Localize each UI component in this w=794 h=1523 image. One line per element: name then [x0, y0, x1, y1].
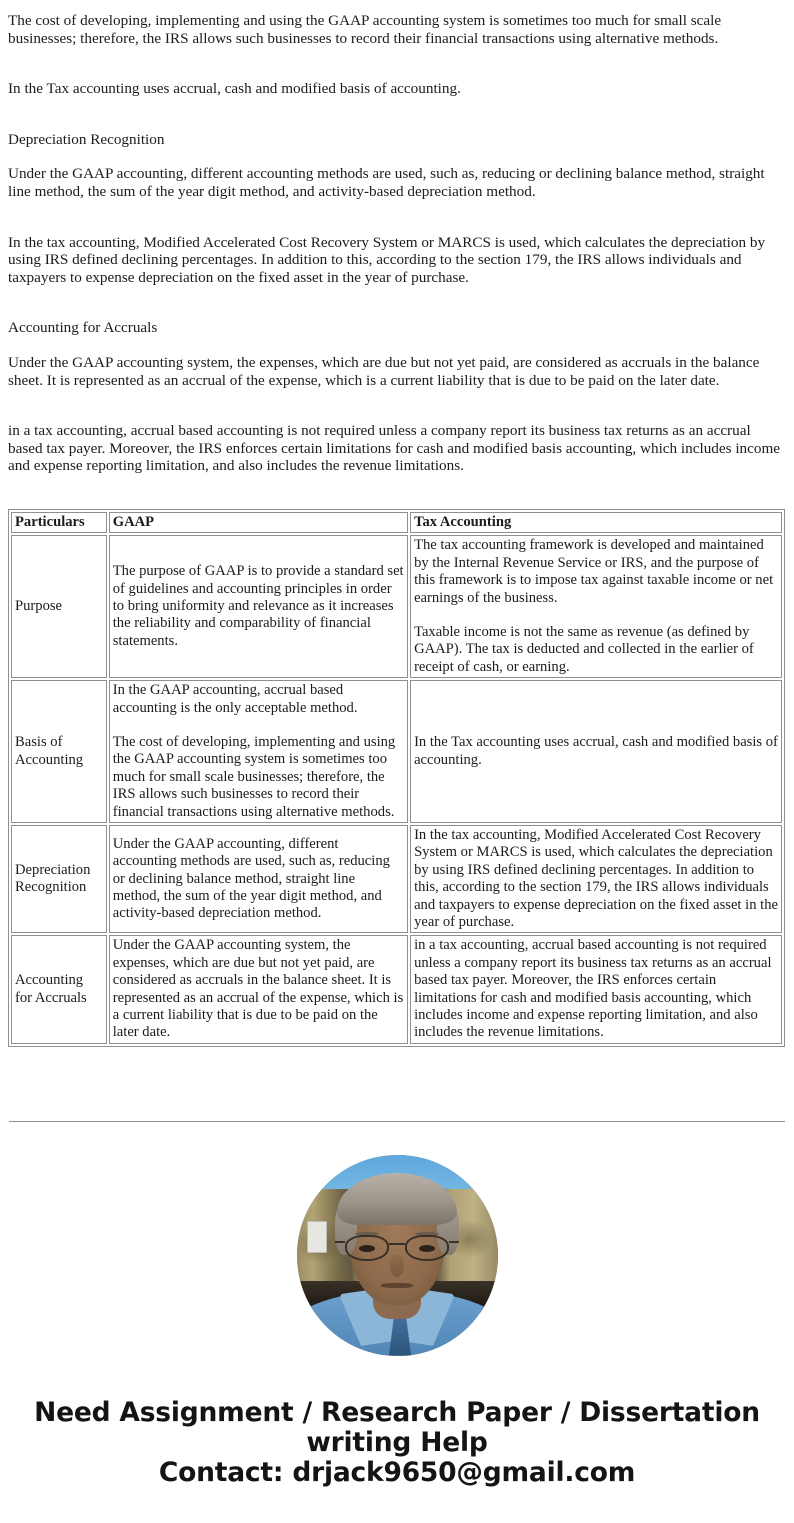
- cta-line-2: writing Help: [306, 1427, 488, 1458]
- paragraph-depreciation-gaap: Under the GAAP accounting, different accounting methods are used, such as, reducing or declining balance method, straight line method, the sum of the year digit method, and activity-based depreciation method.: [8, 165, 765, 200]
- glasses-temple-left: [335, 1241, 344, 1243]
- cell-gaap: [109, 680, 408, 823]
- table-header-row: [11, 512, 782, 533]
- cell-text: Under the GAAP accounting system, the expenses, which are due but not yet paid, are considered as accruals in the balance sheet. It is represented as an accrual of the expense, which is a current liability that is due to be paid on the later date.: [112, 937, 404, 1041]
- glasses-bridge: [389, 1243, 406, 1245]
- document-prose: [0, 12, 794, 475]
- paragraph-gap: [8, 98, 786, 131]
- cell-text: Under the GAAP accounting, different accounting methods are used, such as, reducing or declining balance method, straight line method, the sum of the year digit method, and activity-based depreciation method.: [112, 835, 390, 922]
- avatar-eye-right: [419, 1245, 435, 1252]
- column-header-particulars: Particulars: [11, 512, 107, 533]
- cell-text: in a tax accounting, accrual based accounting is not required unless a company report its business tax returns as an accrual based tax payer. Moreover, the IRS enforces certain limitations for cash and modified basis accounting, which includes income and expense reporting limitation, and also includes the revenue limitations.: [414, 937, 772, 1041]
- gaap-vs-tax-accounting-table: [8, 509, 785, 1047]
- table-top-spacer: [0, 475, 794, 509]
- avatar-nose: [390, 1255, 404, 1277]
- cell-text: In the Tax accounting uses accrual, cash and modified basis of accounting.: [414, 734, 778, 768]
- table-row: [11, 535, 782, 678]
- table-header: [11, 512, 782, 533]
- table-truncation-edge: [9, 1121, 785, 1122]
- paragraph-gap: [8, 201, 786, 234]
- cta-contact-email[interactable]: Contact: drjack9650@gmail.com: [158, 1457, 636, 1488]
- cell-tax: [410, 935, 782, 1043]
- table-row: [11, 680, 782, 823]
- table-truncation-mask: [0, 1122, 794, 1148]
- cell-gaap: [109, 935, 408, 1043]
- avatar-container: [0, 1152, 794, 1358]
- column-header-gaap: GAAP: [109, 512, 408, 533]
- paragraph-depreciation-tax: In the tax accounting, Modified Accelerated Cost Recovery System or MARCS is used, which calculates the depreciation by using IRS defined declining percentages. In addition to this, according to the section 179, the IRS allows individuals and taxpayers to expense depreciation on the fixed asset in the year of purchase.: [8, 233, 766, 286]
- heading-accounting-for-accruals: Accounting for Accruals: [8, 319, 158, 337]
- cell-particulars: Depreciation Recognition: [11, 825, 107, 933]
- cell-text: In the GAAP accounting, accrual based accounting is the only acceptable method.: [112, 682, 358, 716]
- table-body: [11, 535, 782, 1044]
- cell-text: The tax accounting framework is developed and maintained by the Internal Revenue Service or IRS, and the purpose of this framework is to impose tax against taxable income or net earnings of the business.: [414, 537, 774, 606]
- cell-gaap: [109, 825, 408, 933]
- cell-text: Taxable income is not the same as revenue (as defined by GAAP). The tax is deducted and collected in the earlier of receipt of cash, or earning.: [414, 623, 754, 675]
- cell-text: The cost of developing, implementing and using the GAAP accounting system is sometimes too much for small scale businesses; therefore, the IRS allows such businesses to record their financial transactions using alternative methods.: [112, 733, 396, 820]
- table-row: [11, 935, 782, 1043]
- paragraph-gap: [8, 337, 786, 354]
- avatar: [297, 1155, 498, 1356]
- cell-particulars: Purpose: [11, 535, 107, 678]
- avatar-eye-left: [359, 1245, 375, 1252]
- column-header-tax-accounting: Tax Accounting: [410, 512, 782, 533]
- avatar-mouth: [381, 1283, 413, 1287]
- paragraph-accruals-gaap: Under the GAAP accounting system, the expenses, which are due but not yet paid, are considered as accruals in the balance sheet. It is represented as an accrual of the expense, which is a current liability that is due to be paid on the later date.: [8, 353, 760, 389]
- cell-tax: [410, 680, 782, 823]
- cell-gaap: [109, 535, 408, 678]
- cell-text: In the tax accounting, Modified Accelerated Cost Recovery System or MARCS is used, which calculates the depreciation by using IRS defined declining percentages. In addition to this, according to the section 179, the IRS allows individuals and taxpayers to expense depreciation on the fixed asset in the year of purchase.: [414, 827, 778, 931]
- cta-line-1: Need Assignment / Research Paper / Dissertation: [34, 1397, 760, 1428]
- paragraph-gap: [8, 286, 786, 319]
- comparison-table-wrapper: [0, 509, 794, 1047]
- heading-depreciation-recognition: Depreciation Recognition: [8, 130, 165, 148]
- paragraph-gap: [8, 148, 786, 165]
- cell-particulars: Accounting for Accruals: [11, 935, 107, 1043]
- paragraph-intro-tax-basis: In the Tax accounting uses accrual, cash and modified basis of accounting.: [8, 80, 461, 98]
- paragraph-gap: [8, 47, 786, 80]
- contact-call-to-action: [0, 1398, 794, 1488]
- top-spacer: [0, 0, 794, 12]
- cell-particulars: Basis of Accounting: [11, 680, 107, 823]
- cell-tax: [410, 825, 782, 933]
- avatar-wall-switch: [307, 1221, 327, 1253]
- paragraph-intro-cost: The cost of developing, implementing and using the GAAP accounting system is sometimes too much for small scale businesses; therefore, the IRS allows such businesses to record their financial transactions using alternative methods.: [8, 12, 722, 47]
- paragraph-accruals-tax: in a tax accounting, accrual based accounting is not required unless a company report its business tax returns as an accrual based tax payer. Moreover, the IRS enforces certain limitations for cash and modified basis accounting, which includes income and expense reporting limitation, and also includes the revenue limitations.: [8, 422, 781, 475]
- cell-tax: [410, 535, 782, 678]
- table-row: [11, 825, 782, 933]
- cell-text: The purpose of GAAP is to provide a standard set of guidelines and accounting principles in order to bring uniformity and relevance as it increases the reliability and comparability of financial statements.: [112, 563, 404, 649]
- paragraph-gap: [8, 389, 786, 422]
- glasses-temple-right: [449, 1241, 458, 1243]
